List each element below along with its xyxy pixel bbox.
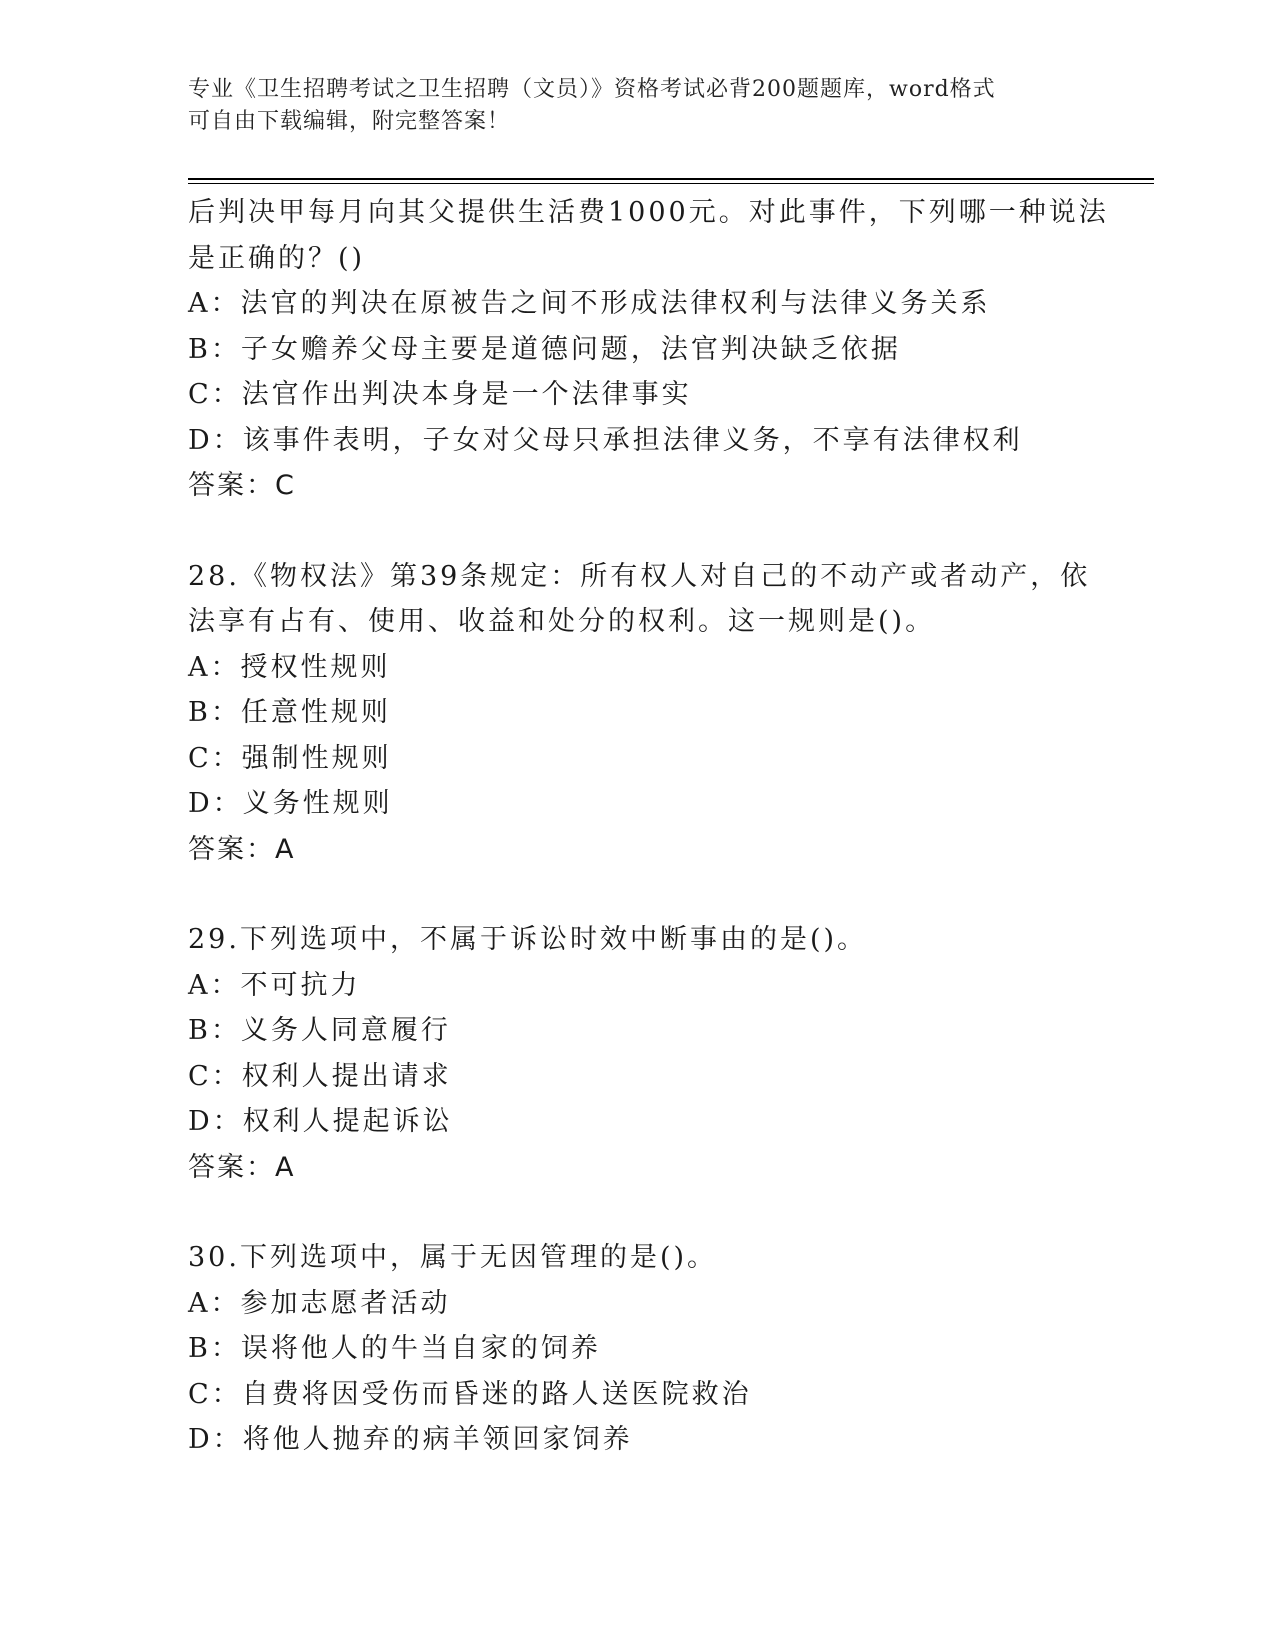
option-c: C：权利人提出请求 [188, 1060, 452, 1092]
option-a: A：授权性规则 [188, 651, 391, 683]
option-c: C：自费将因受伤而昏迷的路人送医院救治 [188, 1378, 752, 1410]
option-a: A：参加志愿者活动 [188, 1287, 451, 1319]
option-d: D：义务性规则 [188, 788, 393, 819]
header-line-2: 可自由下载编辑，附完整答案！ [188, 109, 511, 134]
question-stem: 29.下列选项中，不属于诉讼时效中断事由的是()。 [188, 924, 868, 955]
spacer [188, 509, 1088, 554]
question-list [188, 190, 1109, 1463]
answer: 答案：A [188, 833, 296, 865]
option-c: C：法官作出判决本身是一个法律事实 [188, 379, 692, 410]
answer: 答案：A [188, 1151, 296, 1183]
question-28 [188, 554, 1091, 873]
option-d: D：权利人提起诉讼 [188, 1106, 453, 1137]
document-header [188, 74, 1088, 138]
question-29 [188, 917, 1088, 1190]
spacer [188, 872, 1088, 917]
option-b: B：义务人同意履行 [188, 1015, 451, 1046]
option-b: B：子女赡养父母主要是道德问题，法官判决缺乏依据 [188, 333, 901, 365]
spacer [188, 1190, 1088, 1235]
option-c: C：强制性规则 [188, 742, 392, 774]
question-stem: 28.《物权法》第39条规定：所有权人对自己的不动产或者动产，依 [188, 560, 1091, 592]
header-line-1: 专业《卫生招聘考试之卫生招聘（文员）》资格考试必背200题题库，word格式 [188, 77, 996, 102]
option-a: A：不可抗力 [188, 969, 361, 1001]
option-a: A：法官的判决在原被告之间不形成法律权利与法律义务关系 [188, 288, 991, 319]
question-stem: 法享有占有、使用、收益和处分的权利。这一规则是()。 [188, 606, 936, 637]
question-30 [188, 1235, 1088, 1463]
header-rule-thin [188, 183, 1154, 184]
option-b: B：误将他人的牛当自家的饲养 [188, 1333, 601, 1364]
question-stem: 30.下列选项中，属于无因管理的是()。 [188, 1242, 718, 1273]
question-stem: 是正确的？() [188, 242, 366, 274]
option-b: B：任意性规则 [188, 697, 391, 728]
option-d: D：将他人抛弃的病羊领回家饲养 [188, 1424, 633, 1455]
header-rule-thick [188, 178, 1154, 180]
answer: 答案：C [188, 470, 296, 501]
question-stem: 后判决甲每月向其父提供生活费1000元。对此事件，下列哪一种说法 [188, 197, 1109, 228]
question-27-continued [188, 190, 1109, 509]
option-d: D：该事件表明，子女对父母只承担法律义务，不享有法律权利 [188, 424, 1023, 456]
